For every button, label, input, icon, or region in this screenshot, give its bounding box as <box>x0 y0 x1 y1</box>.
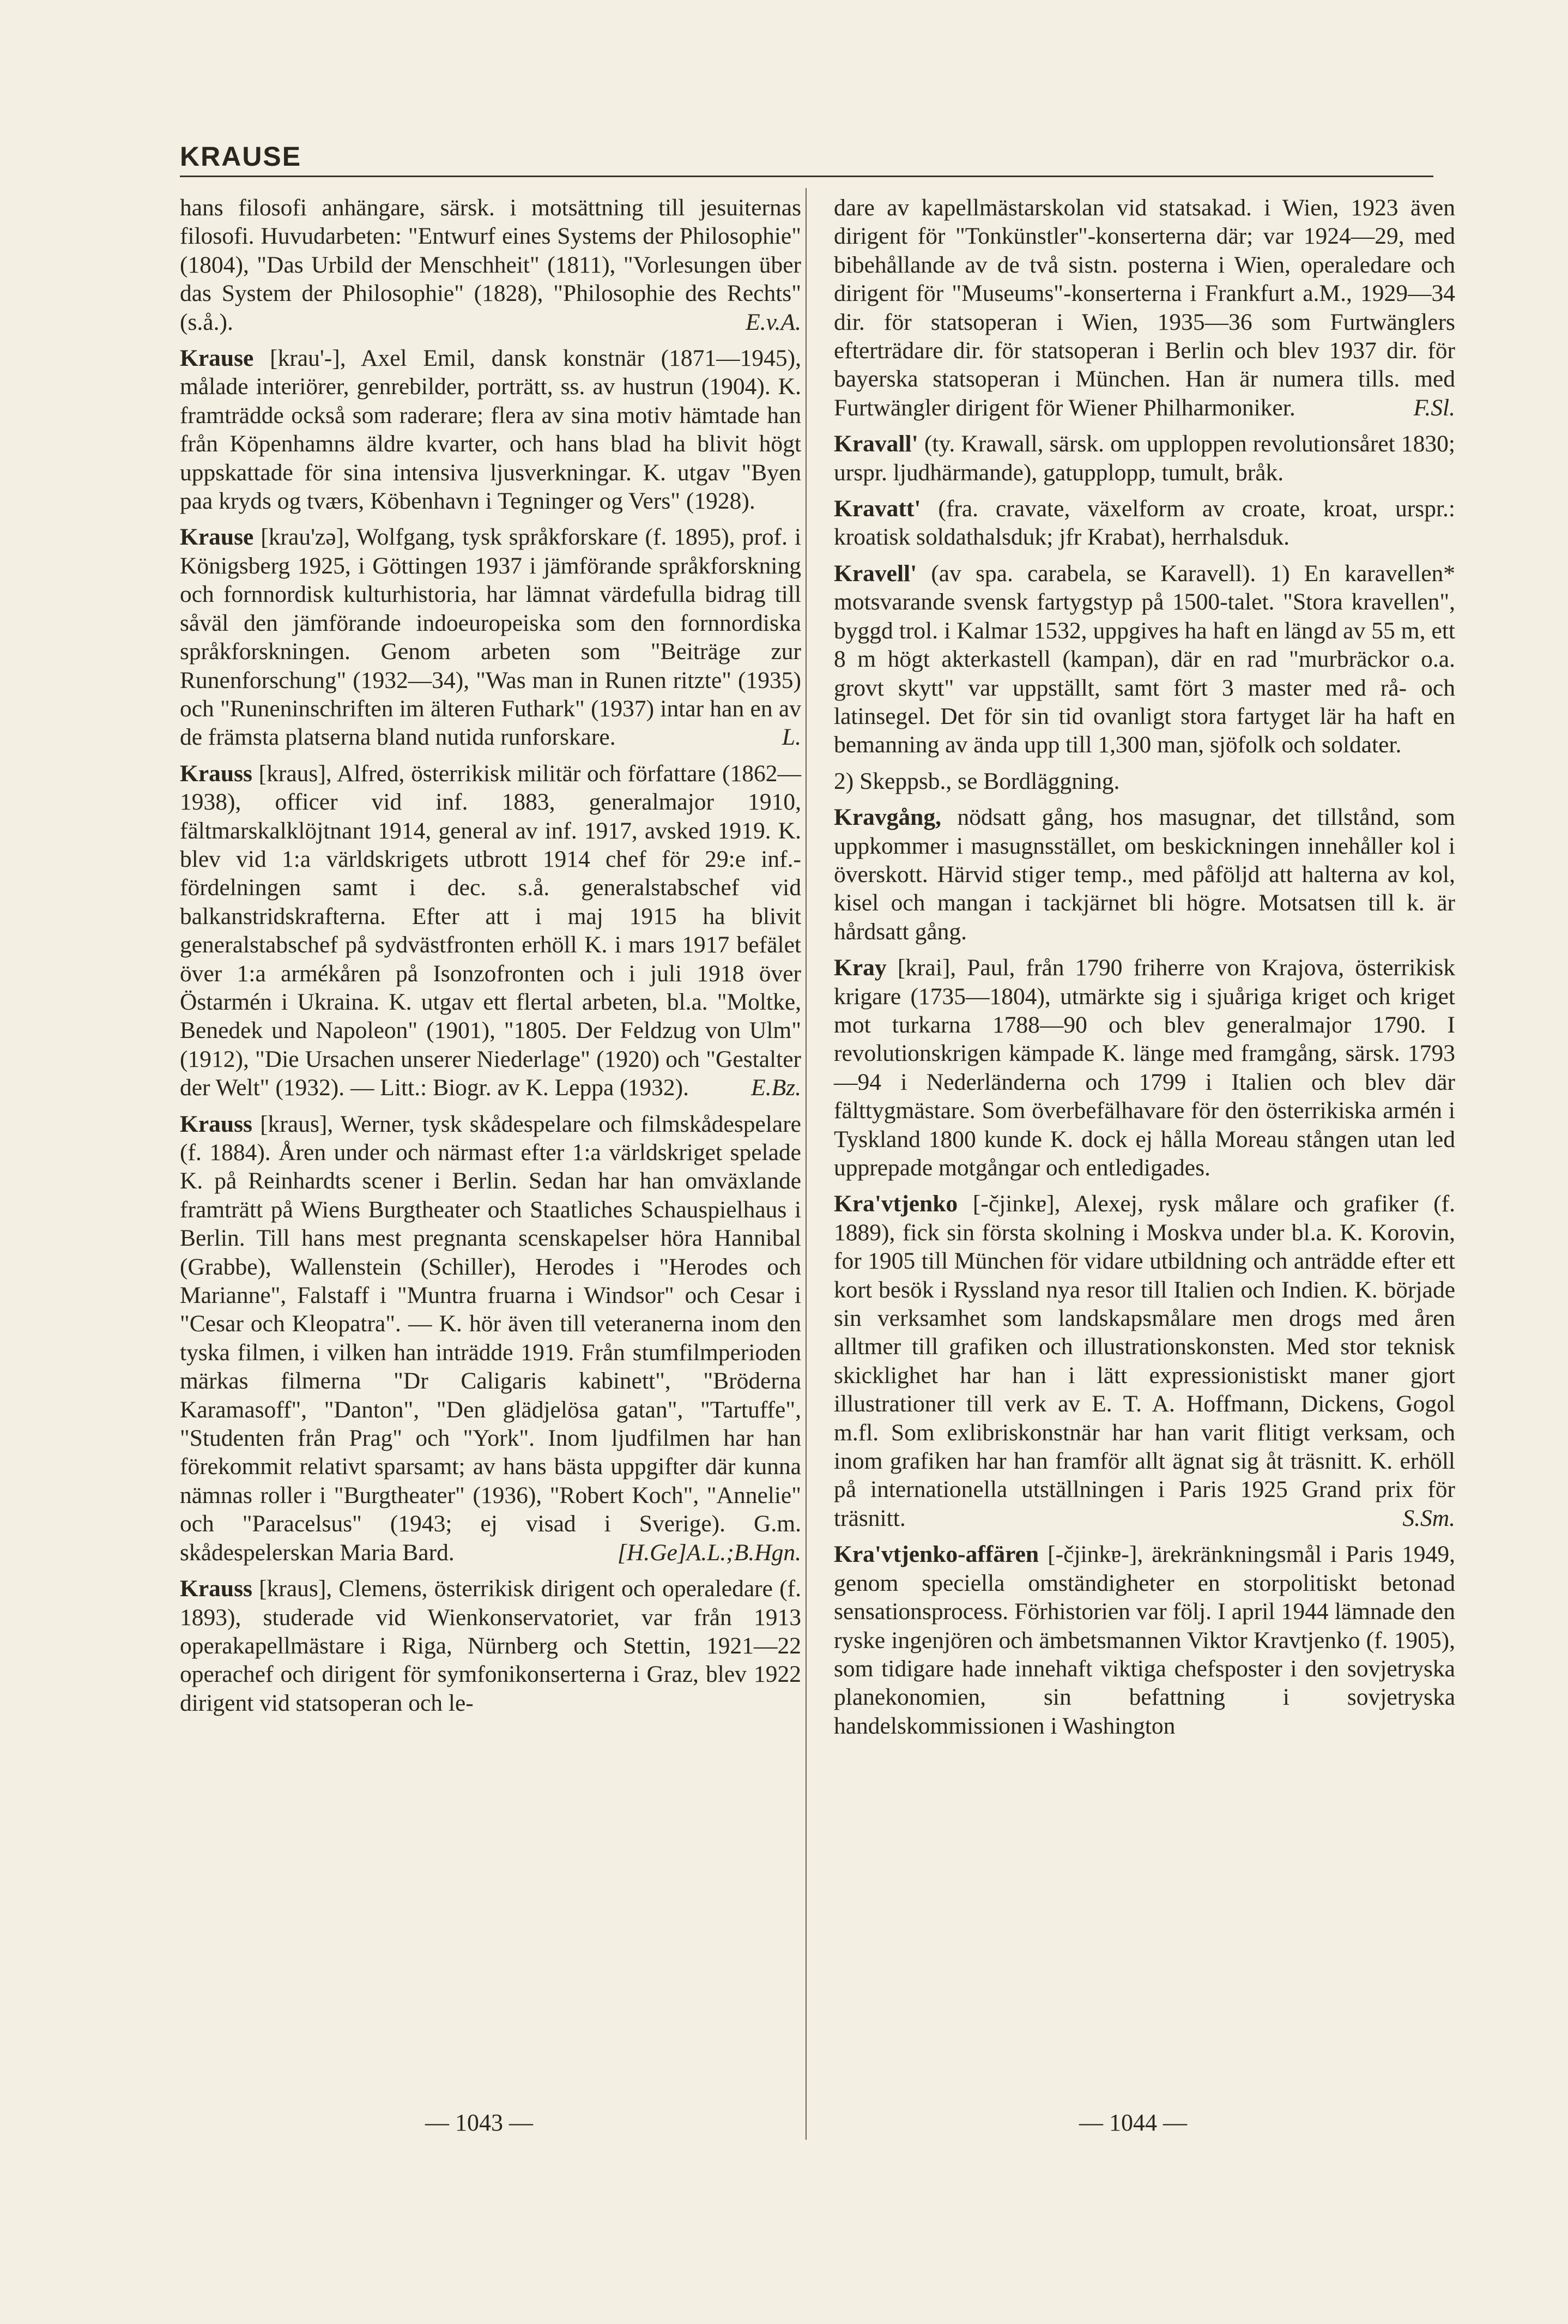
dictionary-entry <box>180 523 801 751</box>
entry-headword: Kravall' <box>834 431 918 457</box>
entry-headword: Krauss <box>180 760 252 787</box>
dictionary-entry <box>834 1540 1455 1740</box>
right-column <box>834 194 1455 1748</box>
entry-text: [krau'-], Axel Emil, dansk konstnär (1871—1945), målade interiörer, genrebilder, porträtt, ss. av hustrun (1904). K. framträdde också som raderare; flera av sina motiv hämtade han från Köpenhamns äldre kvarter, och hans blad ha blivit högt uppskattade för sina intensiva ljusverkningar. K. utgav "Byen paa kryds og tværs, Köbenhavn i Tegninger og Vers" (1928). <box>180 345 801 515</box>
entry-text: [kraus], Clemens, österrikisk dirigent och operaledare (f. 1893), studerade vid Wienkonservatoriet, var från 1913 operakapellmästare i Riga, Nürnberg och Stettin, 1921—22 operachef och dirigent för symfonikonserterna i Graz, blev 1922 dirigent vid statsoperan och le- <box>180 1576 801 1716</box>
dictionary-entry <box>180 1574 801 1717</box>
entry-text: dare av kapellmästarskolan vid statsakad. i Wien, 1923 även dirigent för "Tonkünstler"-konserterna där; var 1924—29, med bibehållande av de två sistn. posterna i Wien, operaledare och dirigent för "Museums"-konserterna i Frankfurt a.M., 1929—34 dir. för statsoperan i Wien, 1935—36 som Furtwänglers efterträdare dir. för statsoperan i Berlin och blev 1937 dir. för bayerska statsoperan i München. Han är numera tills. med Furtwängler dirigent för Wiener Philharmoniker. <box>834 195 1455 421</box>
dictionary-entry <box>180 1110 801 1567</box>
author-signature: F.Sl. <box>1413 394 1455 421</box>
entry-headword: Krause <box>180 524 254 551</box>
entry-text: [-čjinkɐ-], ärekränkningsmål i Paris 1949, genom speciella omständigheter en storpolitiskt betonad sensationsprocess. Förhistorien var följ. I april 1944 lämnade den ryske ingenjören och ämbetsmannen Viktor Kravtjenko (f. 1905), som tidigare hade innehaft viktiga chefsposter i den sovjetryska planekonomien, sin befattning i sovjetryska handelskommissionen i Washington <box>834 1541 1455 1739</box>
dictionary-entry <box>834 1190 1455 1532</box>
entry-text: 2) Skeppsb., se Bordläggning. <box>834 768 1120 794</box>
column-divider <box>806 188 807 2140</box>
author-signature: [H.Ge]A.L.;B.Hgn. <box>617 1539 801 1566</box>
entry-headword: Krauss <box>180 1110 252 1137</box>
dictionary-entry <box>180 194 801 336</box>
entry-headword: Krause <box>180 345 254 372</box>
entry-text: [kraus], Werner, tysk skådespelare och filmskådespelare (f. 1884). Åren under och närmast efter 1:a världskriget spelade K. på Reinhardts scener i Berlin. Sedan har han omväxlande framträtt på Wiens Burgtheater och Staatliches Schauspielhaus i Berlin. Till hans mest pregnanta scenskapelser höra Hannibal (Grabbe), Wallenstein (Schiller), Herodes i "Herodes och Marianne", Falstaff i "Muntra fruarna i Windsor" och Cesar i "Cesar och Kleopatra". — K. hör även till veteranerna inom den tyska filmen, i vilken han inträdde 1919. Från stumfilmperioden märkas filmerna "Dr Caligaris kabinett", "Bröderna Karamasoff", "Danton", "Den glädjelösa gatan", "Tartuffe", "Studenten från Prag" och "York". Inom ljudfilmen har han förekommit relativt sparsamt; av hans bästa uppgifter där kunna nämnas roller i "Burgtheater" (1936), "Robert Koch", "Annelie" och "Paracelsus" (1943; ej visad i Sverige). G.m. skådespelerskan Maria Bard. <box>180 1110 801 1566</box>
dictionary-entry <box>834 803 1455 946</box>
entry-headword: Kra'vtjenko <box>834 1191 958 1217</box>
page-title: KRAUSE <box>180 141 302 172</box>
dictionary-entry <box>834 430 1455 487</box>
author-signature: E.Bz. <box>751 1075 801 1101</box>
entry-text: [-čjinkɐ], Alexej, rysk målare och grafiker (f. 1889), fick sin första skolning i Moskva under bl.a. K. Korovin, for 1905 till München för vidare utbildning och anträdde efter ett kort besök i Ryssland nya resor till Italien och Indien. K. började sin verksamhet som landskapsmålare men drogs med åren alltmer till grafiken och illustrationskonsten. Med stor teknisk skicklighet har han i lätt expressionistiskt maner gjort illustrationer till verk av E. T. A. Hoffmann, Dickens, Gogol m.fl. Som exlibriskonstnär har han varit flitigt verksam, och inom grafiken har han framför allt ägnat sig åt träsnitt. K. erhöll på internationella utställningen i Paris 1925 Grand prix för träsnitt. <box>834 1191 1455 1531</box>
entry-headword: Kravgång, <box>834 804 941 831</box>
entry-text: (ty. Krawall, särsk. om upploppen revolutionsåret 1830; urspr. ljudhärmande), gatupplopp, tumult, bråk. <box>834 431 1455 486</box>
entry-text: nödsatt gång, hos masugnar, det tillstånd, som uppkommer i masugnsstället, om beskickningen innehåller kol i överskott. Härvid stiger temp., med påföljd att halterna av kol, kisel och mangan i tackjärnet bli högre. Motsatsen till k. är hårdsatt gång. <box>834 804 1455 945</box>
author-signature: L. <box>782 724 801 751</box>
entry-text: [krau'zə], Wolfgang, tysk språkforskare (f. 1895), prof. i Königsberg 1925, i Göttingen 1937 i jämförande språkforskning och fornnordisk kulturhistoria, har lämnat värdefulla bidrag till såväl den jämförande indoeuropeiska som den fornnordiska språkforskningen. Genom arbeten som "Beiträge zur Runenforschung" (1932—34), "Was man in Runen ritzte" (1935) och "Runeninschriften im älteren Futhark" (1937) intar han en av de främsta platserna bland nutida runforskare. <box>180 524 801 751</box>
entry-text: hans filosofi anhängare, särsk. i motsättning till jesuiternas filosofi. Huvudarbeten: "Entwurf eines Systems der Philosophie" (1804), "Das Urbild der Menschheit" (1811), "Vorlesungen über das System der Philosophie" (1828), "Philosophie des Rechts" (s.å.). <box>180 195 801 335</box>
author-signature: E.v.A. <box>746 309 801 335</box>
entry-headword: Kray <box>834 955 887 981</box>
page-number-right: — 1044 — <box>1079 2109 1187 2136</box>
dictionary-entry <box>180 759 801 1102</box>
entry-text: [krai], Paul, från 1790 friherre von Krajova, österrikisk krigare (1735—1804), utmärkte sig i sjuåriga kriget och kriget mot turkarna 1788—90 och blev generalmajor 1790. I revolutionskrigen kämpade K. länge med framgång, särsk. 1793—94 i Nederländerna och 1799 i Italien och blev där fälttygmästare. Som överbefälhavare för den österrikiska armén i Tyskland 1800 kunde K. dock ej hålla Moreau stången utan led upprepade motgångar och entledigades. <box>834 955 1455 1181</box>
entry-text: (av spa. carabela, se Karavell). 1) En karavellen* motsvarande svensk fartygstyp på 1500-talet. "Stora kravellen", byggd trol. i Kalmar 1532, uppgives ha haft en längd av 55 m, ett 8 m högt akterkastell (kampan), där en rad "murbräckor o.a. grovt skytt" var uppställt, samt fört 3 master med rå- och latinsegel. Det för sin tid ovanligt stora fartyget lär ha haft en bemanning av ända upp till 1,300 man, sjöfolk och soldater. <box>834 560 1455 758</box>
dictionary-entry <box>180 344 801 515</box>
entry-headword: Kra'vtjenko-affären <box>834 1541 1039 1568</box>
dictionary-entry <box>834 494 1455 552</box>
entry-headword: Krauss <box>180 1576 252 1602</box>
header-rule <box>180 176 1433 177</box>
entry-headword: Kravell' <box>834 560 917 587</box>
entry-headword: Kravatt' <box>834 496 921 522</box>
page-number-left: — 1043 — <box>425 2109 533 2136</box>
left-column <box>180 194 801 1725</box>
dictionary-entry <box>834 767 1455 795</box>
dictionary-entry <box>834 559 1455 759</box>
entry-text: [kraus], Alfred, österrikisk militär och författare (1862—1938), officer vid inf. 1883, generalmajor 1910, fältmarskalklöjtnant 1914, general av inf. 1917, avsked 1919. K. blev vid 1:a världskrigets utbrott 1914 chef för 29:e inf.-fördelningen samt i dec. s.å. generalstabschef vid balkanstridskrafterna. Efter att i maj 1915 ha blivit generalstabschef på sydvästfronten erhöll K. i mars 1917 befälet över 1:a armékåren på Isonzofronten och i juli 1918 över Östarmén i Ukraina. K. utgav ett flertal arbeten, bl.a. "Moltke, Benedek und Napoleon" (1901), "1805. Der Feldzug von Ulm" (1912), "Die Ursachen unserer Niederlage" (1920) och "Gestalter der Welt" (1932). — Litt.: Biogr. av K. Leppa (1932). <box>180 760 801 1101</box>
entry-text: (fra. cravate, växelform av croate, kroat, urspr.: kroatisk soldathalsduk; jfr Krabat), herrhalsduk. <box>834 496 1455 551</box>
dictionary-entry <box>834 194 1455 422</box>
author-signature: S.Sm. <box>1402 1505 1455 1531</box>
dictionary-entry <box>834 953 1455 1182</box>
